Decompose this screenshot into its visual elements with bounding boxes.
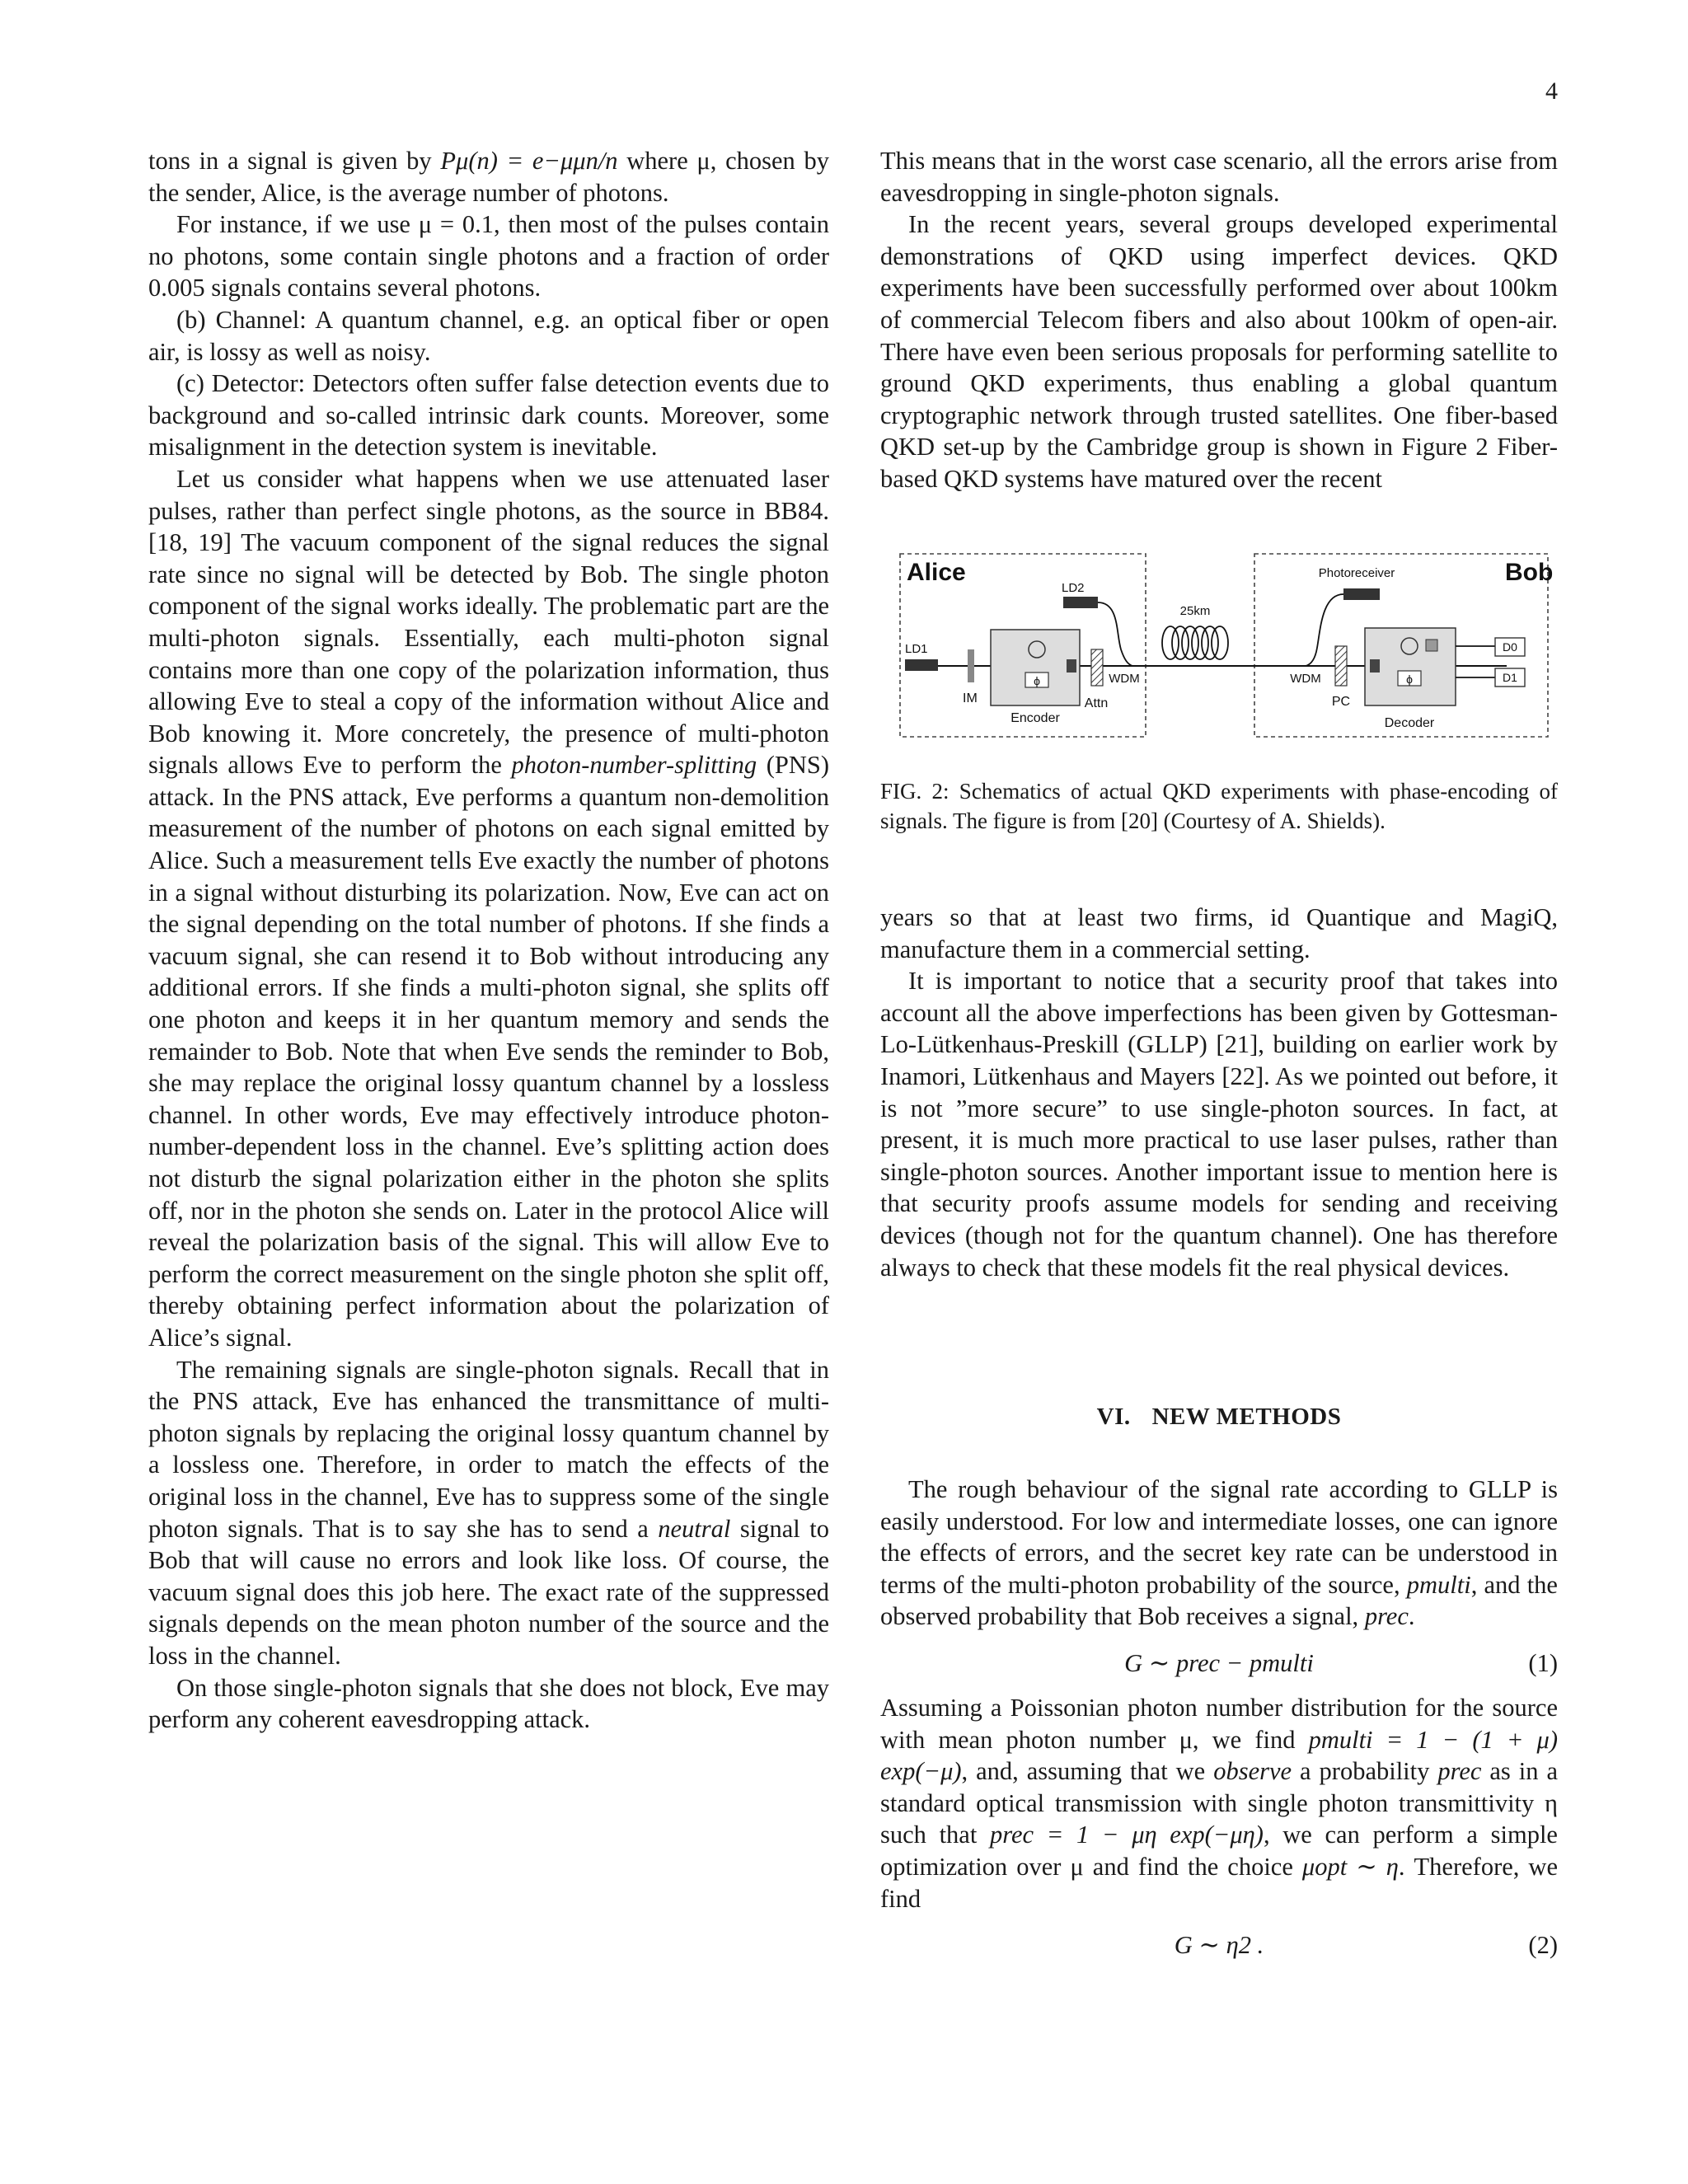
decoder-splitter: [1426, 640, 1437, 651]
paragraph: On those single-photon signals that she does not block, Eve may perform any coherent eavesdropping attack.: [148, 1673, 829, 1734]
emphasis: neutral: [658, 1514, 731, 1543]
encoder-output: [1067, 659, 1076, 673]
paragraph: Let us consider what happens when we use attenuated laser pulses, rather than perfect single photons, as the source in BB84. [18, 19] The vacuum component of the signal reduces the signal rate since no signal will be detected by Bob. The single photon component of the signal works ideally. The problematic part are the multi-photon signals. Essentially, each multi-photon signal contains more than one copy of the polarization information, thus allowing Eve to steal a copy of the information without Alice and Bob knowing it. More concretely, the presence of multi-photon signals allows Eve to perform the photon-number-splitting (PNS) attack. In the PNS attack, Eve performs a quantum non-demolition measurement of the number of photons on each signal emitted by Alice. Such a measurement tells Eve exactly the number of photons in a signal without disturbing its polarization. Now, Eve can act on the signal depending on the total number of photons. If she finds a vacuum signal, she can resend it to Bob without introducing any additional errors. If she finds a multi-photon signal, she splits off one photon and keeps it in her quantum memory and sends the remainder to Bob. Note that when Eve sends the reminder to Bob, she may replace the original lossy quantum channel by a lossless channel. In other words, Eve may effectively introduce photon-number-dependent loss in the channel. Eve’s splitting action does not disturb the signal polarization either in the photon she splits off, nor in the photon she sends on. Later in the protocol Alice will reveal the polarization basis of the signal. This will allow Eve to perform the correct measurement on the single photon she split off, thereby obtaining perfect information about the polarization of Alice’s signal.: [148, 464, 829, 1352]
paragraph: It is important to notice that a security proof that takes into account all the above imperfections has been given by Gottesman-Lo-Lütkenhaus-Preskill (GLLP) [21], building on earlier work by Inamori, Lütkenhaus and Mayers [22]. As we pointed out before, it is not ”more secure” to use single-photon sources. In fact, at present, it is much more practical to use laser pulses, rather than single-photon sources. Another important issue to mention here is that security proofs assume models for sending and receiving devices (though not for the quantum channel). One has therefore always to check that these models fit the real physical devices.: [880, 967, 1558, 1282]
paragraph: The remaining signals are single-photon signals. Recall that in the PNS attack, Eve has enhanced the transmittance of multi-photon signals by replacing the original lossy quantum channel by a lossless one. Therefore, in order to match the effects of the original loss in the channel, Eve has to suppress some of the single photon signals. That is to say she has to send a neutral signal to Bob that will cause no errors and look like loss. Of course, the vacuum signal does this job here. The exact rate of the suppressed signals depends on the mean photon number of the source and the loss in the channel.: [148, 1355, 829, 1670]
decoder-input: [1370, 659, 1380, 673]
page-number: 4: [1545, 77, 1558, 105]
math-inline: prec: [1364, 1602, 1409, 1631]
im-label: IM: [963, 691, 978, 705]
paragraph: Assuming a Poissonian photon number distribution for the source with mean photon number μ, we find pmulti = 1 − (1 + μ) exp(−μ), and, assuming that we observe a probability prec as in a standard optical transmission with single photon transmittivity η such that prec = 1 − μη exp(−μη), we can perform a simple optimization over μ and find the choice μopt ∼ η. Therefore, we find: [880, 1693, 1559, 1913]
wdm-left-label: WDM: [1109, 672, 1140, 686]
d1-label: D1: [1503, 671, 1517, 684]
qkd-schematic-diagram: [880, 551, 1558, 747]
right-column-top: [880, 145, 1558, 495]
phase-symbol: ϕ: [1406, 673, 1413, 686]
paragraph: years so that at least two firms, id Quantique and MagiQ, manufacture them in a commercial setting.: [880, 903, 1558, 963]
figure-qkd-schematic: [880, 551, 1558, 747]
attn-label: Attn: [1084, 696, 1109, 710]
right-column-bottom: [880, 902, 1558, 1283]
ld1-label: LD1: [905, 642, 928, 656]
paragraph: (c) Detector: Detectors often suffer false detection events due to background and so-called intrinsic dark counts. Moreover, some misalignment in the detection system is inevitable.: [148, 369, 829, 462]
poisson-formula: Pμ(n) = e−μμn/n: [440, 147, 618, 175]
paragraph: (b) Channel: A quantum channel, e.g. an optical fiber or open air, is lossy as well as noisy.: [148, 305, 829, 366]
decoder-label: Decoder: [1384, 716, 1435, 730]
ld1-laser: [905, 659, 938, 671]
math-inline: pmulti: [1406, 1570, 1471, 1599]
wdm-right-label: WDM: [1290, 672, 1321, 686]
phase-symbol: ϕ: [1034, 674, 1040, 687]
math-inline: μopt ∼ η: [1301, 1852, 1399, 1881]
math-inline: prec: [1437, 1757, 1482, 1786]
equation-2: [880, 1929, 1558, 1962]
section-heading: [880, 1401, 1558, 1433]
equation-number: (2): [1528, 1931, 1558, 1960]
left-column: [148, 145, 829, 1736]
math-inline: pmulti = 1 − (1 + μ) exp(−μ): [880, 1725, 1558, 1786]
section-title: NEW METHODS: [1151, 1404, 1342, 1430]
im-modulator: [968, 649, 974, 682]
equation-number: (1): [1528, 1648, 1558, 1677]
equation-expression: G ∼ η2 .: [1174, 1931, 1264, 1960]
emphasis: observe: [1213, 1757, 1292, 1786]
alice-label: Alice: [907, 559, 966, 586]
emphasis: photon-number-splitting: [511, 751, 757, 780]
ld2-laser: [1063, 597, 1098, 608]
figure-caption: FIG. 2: Schematics of actual QKD experiments with phase-encoding of signals. The figure is from [20] (Courtesy of A. Shields).: [880, 779, 1558, 833]
paragraph: In the recent years, several groups developed experimental demonstrations of QKD using imperfect devices. QKD experiments have been successfully performed over about 100km of commercial Telecom fibers and also about 100km of open-air. There have even been serious proposals for performing satellite to ground QKD experiments, thus enabling a global quantum cryptographic network through trusted satellites. One fiber-based QKD set-up by the Cambridge group is shown in Figure 2 Fiber-based QKD systems have matured over the recent: [880, 210, 1558, 493]
photoreceiver-label: Photoreceiver: [1318, 566, 1395, 580]
photoreceiver: [1343, 588, 1380, 600]
paragraph: tons in a signal is given by Pμ(n) = e−μμn/n where μ, chosen by the sender, Alice, is the average number of photons.: [148, 147, 829, 207]
new-methods-section: [880, 1474, 1558, 1974]
pc-label: PC: [1331, 695, 1351, 709]
section-number: VI.: [1096, 1404, 1131, 1430]
bob-label: Bob: [1505, 559, 1554, 586]
paragraph: This means that in the worst case scenario, all the errors arise from eavesdropping in single-photon signals.: [880, 147, 1558, 207]
fiber-length-label: 25km: [1179, 604, 1211, 618]
encoder-label: Encoder: [1010, 711, 1060, 725]
equation-1: [880, 1647, 1558, 1680]
d0-label: D0: [1503, 640, 1517, 654]
polarization-controller: [1335, 646, 1347, 686]
ld2-label: LD2: [1062, 581, 1085, 595]
fiber-spool: [1162, 626, 1228, 659]
attenuator: [1091, 649, 1103, 686]
paragraph: The rough behaviour of the signal rate according to GLLP is easily understood. For low and intermediate losses, one can ignore the effects of errors, and the secret key rate can be understood in terms of the multi-photon probability of the source, pmulti, and the observed probability that Bob receives a signal, prec.: [880, 1475, 1558, 1631]
paragraph: For instance, if we use μ = 0.1, then most of the pulses contain no photons, some contain single photons and a fraction of order 0.005 signals contains several photons.: [148, 210, 829, 302]
equation-expression: G ∼ prec − pmulti: [1124, 1648, 1314, 1677]
math-inline: prec = 1 − μη exp(−μη): [990, 1821, 1264, 1849]
